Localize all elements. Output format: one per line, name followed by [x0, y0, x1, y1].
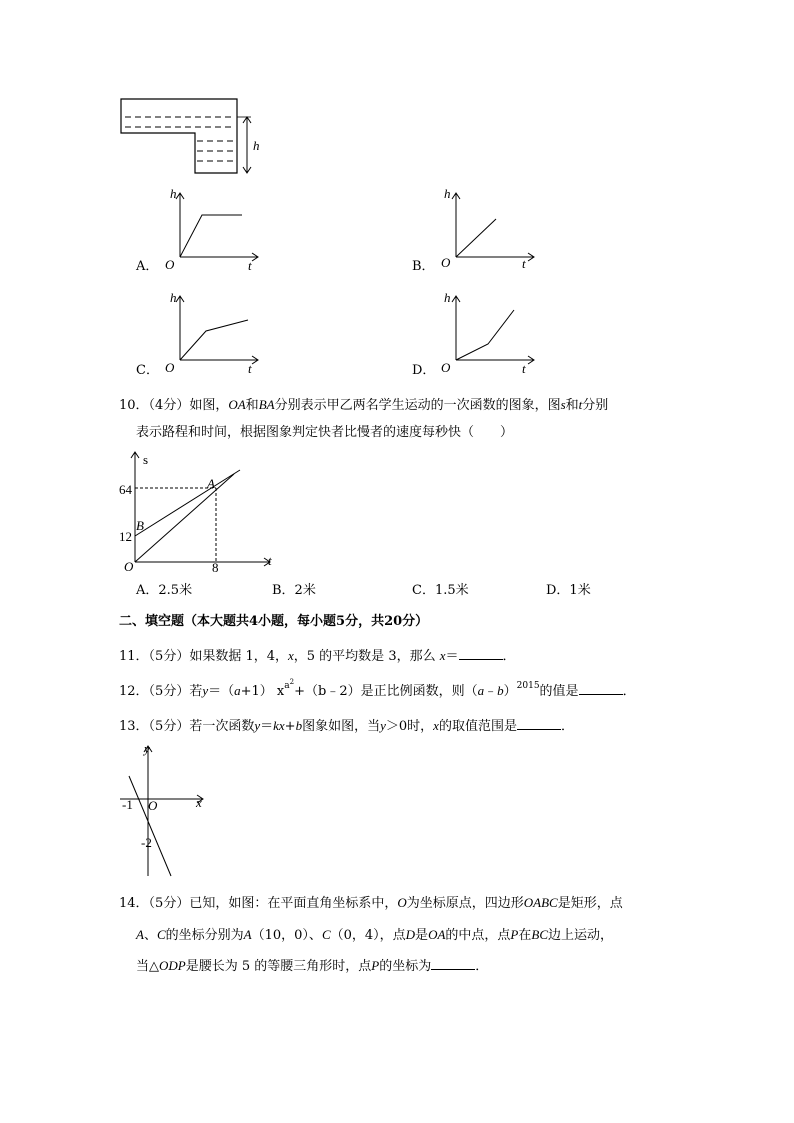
option-b-label: B． — [412, 259, 435, 274]
section-2-heading: 二、填空题（本大题共4小题，每小题5分，共20分） — [119, 614, 429, 629]
q10-tick-8: 8 — [212, 560, 219, 575]
q13-axis-x: x — [196, 795, 202, 810]
q13-answer-blank — [517, 717, 561, 730]
q10-axis-s: s — [143, 452, 149, 467]
option-d-label: D． — [412, 363, 436, 378]
graph-c-t: t — [248, 361, 252, 376]
graph-d-h: h — [444, 290, 451, 305]
graph-c-h: h — [170, 290, 177, 305]
q14-answer-blank — [431, 957, 475, 970]
q10-origin: O — [124, 559, 134, 574]
q10-option-b: B．2米 — [272, 583, 316, 598]
graph-b-t: t — [522, 256, 526, 271]
question-10-line-2: 表示路程和时间，根据图象判定快者比慢者的速度每秒快（ ） — [136, 425, 514, 440]
graph-a-h: h — [170, 186, 177, 201]
graph-a-t: t — [248, 258, 252, 273]
question-14-line-2: A、C的坐标分别为A（10，0）、C（0，4），点D是OA的中点，点P在BC边上运动， — [136, 927, 614, 943]
graph-d-o: O — [441, 360, 451, 375]
q10-graph — [110, 448, 285, 578]
q10-option-a: A．2.5米 — [136, 583, 193, 598]
q12-answer-blank — [579, 682, 623, 695]
q10-axis-t: t — [268, 553, 272, 568]
q11-answer-blank — [459, 647, 503, 660]
q10-point-b: B — [136, 518, 144, 533]
question-10-line-1: 10．（4分）如图，OA和BA分别表示甲乙两名学生运动的一次函数的图象，图s和t分别 — [119, 397, 609, 413]
q10-option-d: D．1米 — [546, 583, 591, 598]
q13-axis-y: y — [144, 741, 150, 756]
tank-height-label: h — [253, 138, 260, 153]
q10-point-a: A — [207, 476, 215, 491]
question-13: 13．（5分）若一次函数y＝kx+b图象如图，当y＞0时，x的取值范围是 ． — [119, 718, 574, 734]
graph-b-h: h — [444, 186, 451, 201]
water-tank-figure — [115, 95, 275, 180]
question-11: 11．（5分）如果数据 1，4，x，5 的平均数是 3，那么 x＝ ． — [119, 648, 516, 664]
q13-tick-minus-1: -1 — [122, 797, 133, 812]
graph-a-o: O — [165, 257, 175, 272]
option-a-label: A． — [136, 259, 159, 274]
q13-tick-minus-2: -2 — [141, 835, 152, 850]
q13-origin: O — [148, 798, 158, 813]
graph-b-o: O — [441, 255, 451, 270]
question-14-line-3: 当△ODP是腰长为 5 的等腰三角形时，点P的坐标为 ． — [136, 958, 489, 974]
question-12: 12．（5分）若y＝（a+1） $x^{a^2}+(b﹣2)$是正比例函数，则（a﹣b）$^{2015}$的值是 ． — [119, 678, 636, 699]
option-c-label: C． — [136, 363, 159, 378]
graph-c-o: O — [165, 360, 175, 375]
q10-tick-64: 64 — [119, 482, 132, 497]
graph-d-t: t — [522, 361, 526, 376]
q10-option-c: C．1.5米 — [412, 583, 469, 598]
q10-tick-12: 12 — [119, 529, 132, 544]
question-14-line-1: 14．（5分）已知，如图：在平面直角坐标系中，O为坐标原点，四边形OABC是矩形，点 — [119, 895, 623, 911]
